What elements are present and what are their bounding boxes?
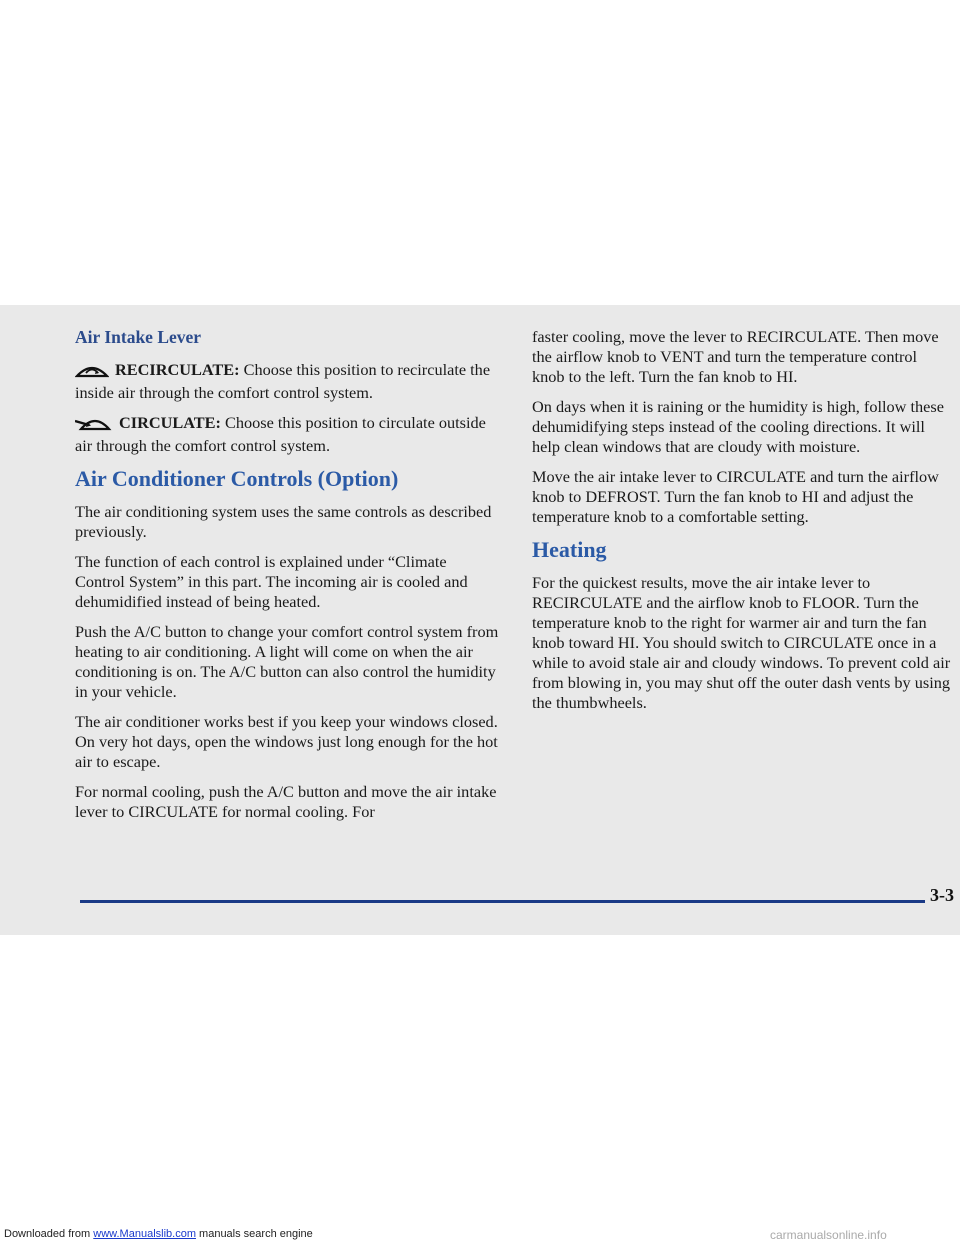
left-column [75, 327, 500, 832]
top-margin [0, 0, 960, 305]
circulate-text: Choose this position to circulate outside air through the comfort control system. [75, 413, 486, 455]
humidity-paragraph: On days when it is raining or the humidity is high, follow these dehumidifying steps instead of the cooling directions. It will help clean windows that are cloudy with moisture. [532, 397, 944, 456]
heating-heading: Heating [532, 537, 607, 562]
bottom-margin [0, 935, 960, 1242]
circulate-paragraph [75, 413, 500, 456]
recirculate-lead: RECIRCULATE: [115, 360, 240, 379]
ac-paragraph-2: The function of each control is explained under “Climate Control System” in this part. The incoming air is cooled and dehumidified instead of being heated. [75, 552, 468, 612]
download-footer [4, 1228, 313, 1240]
ac-controls-heading: Air Conditioner Controls (Option) [75, 466, 399, 491]
heating-paragraph: For the quickest results, move the air intake lever to RECIRCULATE and the airflow knob to FLOOR. Turn the temperature knob to the right for warmer air and turn the fan knob toward HI. You should switch to CIRCULATE once in a while to avoid stale air and cloudy windows. To prevent cold air from blowing in, you may shut off the outer dash vents by using the thumbwheels. [532, 573, 951, 713]
recirculate-paragraph [75, 360, 500, 403]
watermark: carmanualsonline.info [770, 1228, 887, 1242]
ac-paragraph-5: For normal cooling, push the A/C button and move the air intake lever to CIRCULATE for normal cooling. For [75, 782, 497, 822]
ac-paragraph-1: The air conditioning system uses the same controls as described previously. [75, 502, 492, 542]
page-rule [80, 900, 925, 903]
footer-suffix: manuals search engine [195, 1228, 313, 1240]
outside-air-icon [75, 415, 113, 436]
right-column [532, 327, 952, 723]
circulate-lead: CIRCULATE: [119, 413, 221, 432]
manualslib-link[interactable]: www.Manualslib.com [93, 1228, 196, 1240]
recirculate-icon [75, 362, 109, 383]
manual-page [0, 305, 960, 935]
page-number: 3-3 [930, 885, 954, 905]
ac-paragraph-3: Push the A/C button to change your comfort control system from heating to air conditioning. A light will come on when the air conditioning is on. The A/C button can also control the humidity in your vehicle. [75, 622, 499, 702]
defrost-paragraph: Move the air intake lever to CIRCULATE and turn the airflow knob to DEFROST. Turn the fan knob to HI and adjust the temperature knob to a comfortable setting. [532, 467, 939, 526]
ac-paragraph-4: The air conditioner works best if you keep your windows closed. On very hot days, open the windows just long enough for the hot air to escape. [75, 712, 498, 772]
cooling-paragraph: faster cooling, move the lever to RECIRCULATE. Then move the airflow knob to VENT and turn the temperature control knob to the left. Turn the fan knob to HI. [532, 327, 939, 386]
recirculate-text: Choose this position to recirculate the inside air through the comfort control system. [75, 360, 491, 402]
air-intake-heading: Air Intake Lever [75, 327, 202, 347]
footer-prefix: Downloaded from [4, 1228, 94, 1240]
